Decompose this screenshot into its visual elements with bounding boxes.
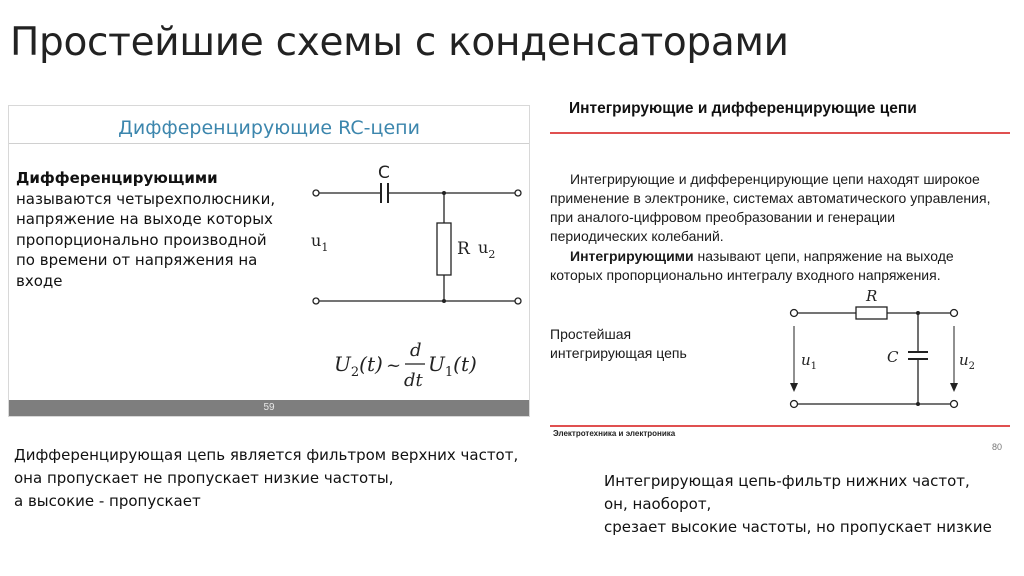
output-bottom-terminal bbox=[515, 298, 521, 304]
input-voltage-label: $u_1$ bbox=[311, 231, 329, 254]
caption-line: Интегрирующая цепь-фильтр нижних частот, bbox=[604, 472, 970, 490]
slide-footer-bar bbox=[9, 400, 529, 416]
definition-rest: называются четырехполюсники, напряжение на выходе которых пропорционально производной по времени от напряжения на входе bbox=[16, 189, 276, 290]
intro-paragraph: Интегрирующие и дифференцирующие цепи находят широкое применение в электронике, системах автоматического управления, при аналого-цифровом преобразовании и генерации периодических колебаний. bbox=[550, 171, 991, 244]
definition-bold: Дифференцирующими bbox=[16, 169, 218, 187]
input-voltage-label: $u_1$ bbox=[801, 351, 818, 372]
caption-line: а высокие - пропускает bbox=[14, 492, 201, 510]
course-footer: Электротехника и электроника bbox=[553, 429, 676, 438]
caption-line: он, наоборот, bbox=[604, 495, 712, 513]
formula-approx: ~ bbox=[386, 355, 402, 376]
resistor-label: R bbox=[457, 239, 470, 259]
differentiator-circuit-diagram bbox=[9, 106, 529, 416]
output-voltage-label: $u_2$ bbox=[478, 238, 496, 261]
differentiator-caption bbox=[14, 444, 534, 513]
integrating-slide bbox=[545, 92, 1010, 454]
integrator-caption bbox=[604, 470, 1014, 539]
integrator-circuit-diagram bbox=[545, 92, 1010, 454]
resistor-body bbox=[437, 223, 451, 275]
input-top-terminal bbox=[313, 190, 319, 196]
input-bottom-terminal bbox=[313, 298, 319, 304]
capacitor-label: C bbox=[887, 348, 899, 366]
resistor-label: R bbox=[866, 287, 878, 305]
simple-circuit-label: Простейшая интегрирующая цепь bbox=[550, 326, 687, 361]
slide-page-number: 80 bbox=[991, 442, 1002, 452]
slide-title: Интегрирующие и дифференцирующие цепи bbox=[569, 100, 917, 117]
formula bbox=[334, 340, 477, 391]
output-voltage-label: $u_2$ bbox=[959, 351, 976, 372]
input-arrow-head bbox=[790, 383, 798, 392]
output-top-terminal bbox=[515, 190, 521, 196]
input-bottom-terminal bbox=[791, 401, 798, 408]
resistor-body bbox=[856, 307, 887, 319]
output-bottom-terminal bbox=[951, 401, 958, 408]
formula-rhs: $U_1(t)$ bbox=[428, 352, 477, 380]
caption-line: срезает высокие частоты, но пропускает низкие bbox=[604, 518, 992, 536]
formula-denominator: dt bbox=[404, 370, 423, 391]
footer-red-rule bbox=[550, 425, 1010, 427]
caption-line: она пропускает не пропускает низкие частоты, bbox=[14, 469, 394, 487]
output-top-terminal bbox=[951, 310, 958, 317]
differentiating-slide bbox=[8, 105, 530, 417]
output-arrow-head bbox=[950, 383, 958, 392]
caption-line: Дифференцирующая цепь является фильтром верхних частот, bbox=[14, 446, 519, 464]
formula-numerator: d bbox=[410, 340, 422, 361]
page-title: Простейшие схемы с конденсаторами bbox=[10, 20, 789, 65]
formula-lhs: $U_2(t)$ bbox=[334, 352, 383, 380]
input-top-terminal bbox=[791, 310, 798, 317]
capacitor-label: C bbox=[378, 163, 390, 183]
definition-rest: называют цепи, напряжение на выходе которых пропорционально интегралу входного напряжения. bbox=[550, 248, 954, 283]
slide-page-number: 59 bbox=[263, 402, 275, 413]
slide-subtitle: Дифференцирующие RC-цепи bbox=[118, 117, 420, 139]
definition-bold: Интегрирующими bbox=[570, 248, 694, 264]
